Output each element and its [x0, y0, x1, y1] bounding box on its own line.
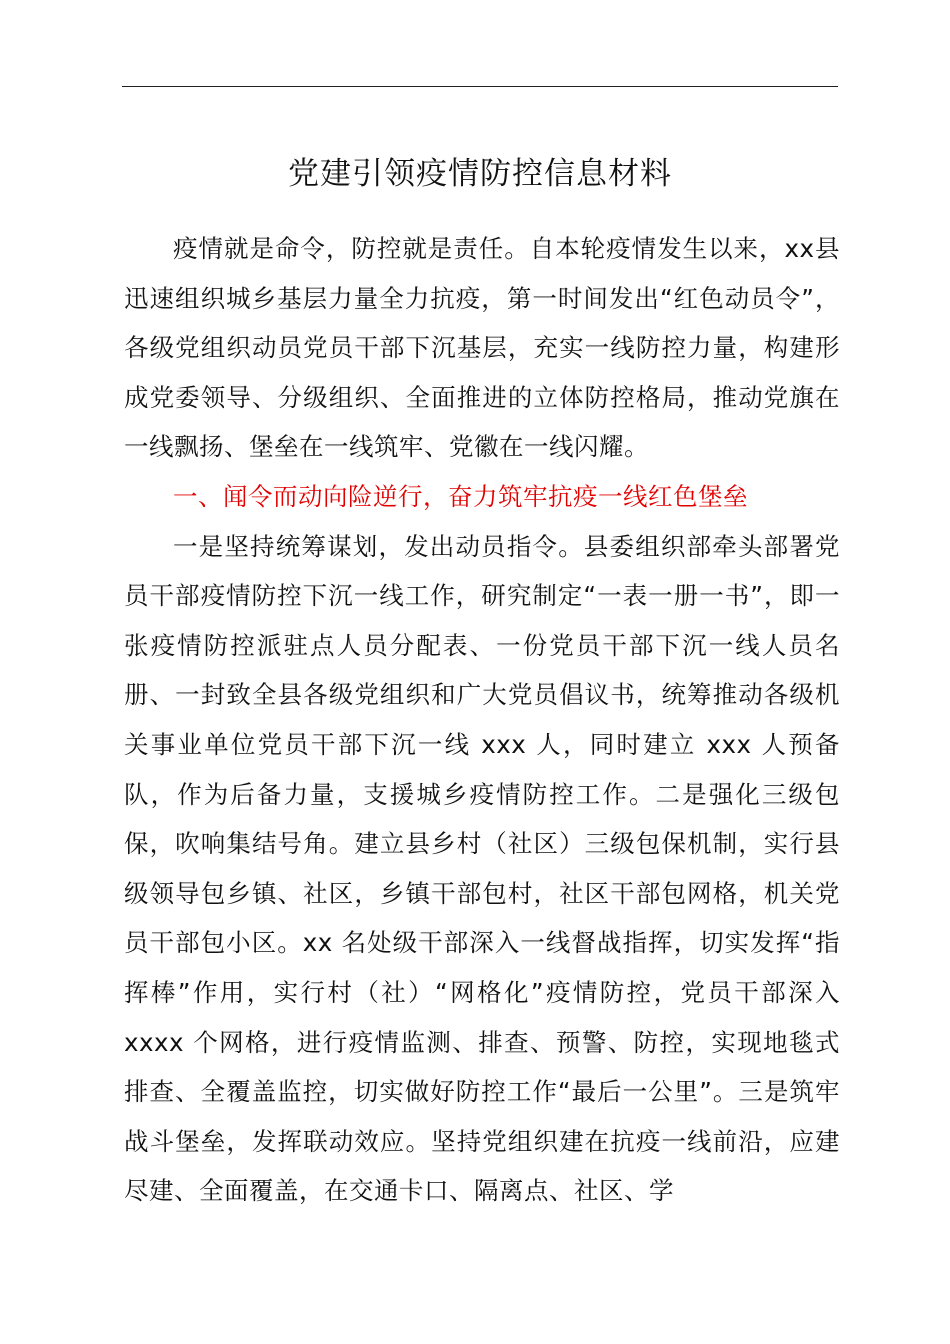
header-rule: [122, 86, 838, 87]
section-paragraph: 一是坚持统筹谋划，发出动员指令。县委组织部牵头部署党员干部疫情防控下沉一线工作，研究制定“一表一册一书”，即一张疫情防控派驻点人员分配表、一份党员干部下沉一线人员名册、一封致全县各级党组织和广大党员倡议书，统筹推动各级机关事业单位党员干部下沉一线 xxx 人，同时建立 xxx 人预备队，作为后备力量，支援城乡疫情防控工作。二是强化三级包保，吹响集结号角。建立县乡村（社区）三级包保机制，实行县级领导包乡镇、社区，乡镇干部包村，社区干部包网格，机关党员干部包小区。xx 名处级干部深入一线督战指挥，切实发挥“指挥棒”作用，实行村（社）“网格化”疫情防控，党员干部深入 xxxx 个网格，进行疫情监测、排查、预警、防控，实现地毯式排查、全覆盖监控，切实做好防控工作“最后一公里”。三是筑牢战斗堡垒，发挥联动效应。坚持党组织建在抗疫一线前沿，应建尽建、全面覆盖，在交通卡口、隔离点、社区、学: [124, 531, 841, 1206]
document-title: 党建引领疫情防控信息材料: [288, 156, 672, 192]
document-body: [124, 224, 840, 1216]
intro-paragraph: 疫情就是命令，防控就是责任。自本轮疫情发生以来，xx县迅速组织城乡基层力量全力抗疫，第一时间发出“红色动员令”，各级党组织动员党员干部下沉基层，充实一线防控力量，构建形成党委领导、分级组织、全面推进的立体防控格局，推动党旗在一线飘扬、堡垒在一线筑牢、党徽在一线闪耀。: [124, 234, 840, 462]
section-heading: 一、闻令而动向险逆行，奋力筑牢抗疫一线红色堡垒: [173, 481, 748, 511]
